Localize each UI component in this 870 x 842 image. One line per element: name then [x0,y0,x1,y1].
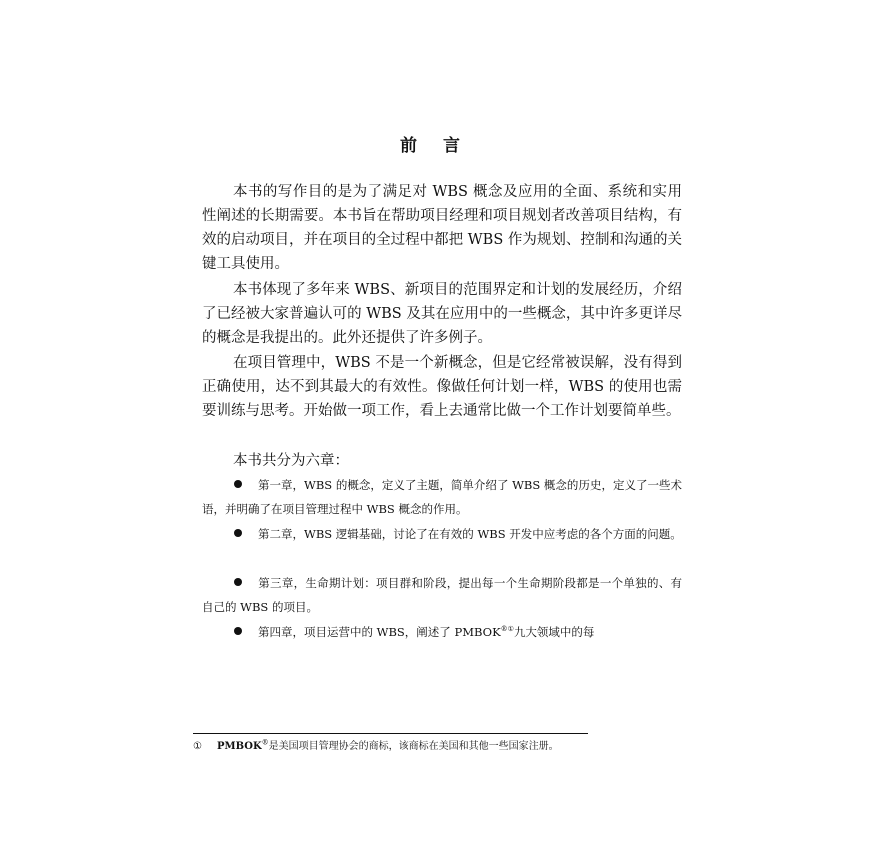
bullet-chapter-2 [202,522,682,546]
footnote-registered-mark: ® [261,738,269,747]
footnote-text: 是美国项目管理协会的商标，该商标在美国和其他一些国家注册。 [268,741,559,752]
footnote-divider [193,733,588,734]
paragraph-chapters-intro: 本书共分为六章： [233,453,349,469]
bullet-chapter-1 [202,473,682,521]
bullet-dot-icon [234,480,242,488]
bullet-dot-icon [234,578,242,586]
paragraph-history: 本书体现了多年来 WBS、新项目的范围界定和计划的发展经历，介绍了已经被大家普遍认可的 WBS 及其在应用中的一些概念，其中许多更详尽的概念是我提出的。此外还提供了许多例子。 [202,282,682,346]
bullet-text: 第二章，WBS 逻辑基础，讨论了在有效的 WBS 开发中应考虑的各个方面的问题。 [258,527,682,541]
bullet-dot-icon [234,529,242,537]
footnote-brand: PMBOK [217,741,262,752]
bullet-dot-icon [234,627,242,635]
footnote-marker: ① [193,741,202,752]
bullet-text-continued: 九大领域中的每 [513,625,595,639]
paragraph-purpose: 本书的写作目的是为了满足对 WBS 概念及应用的全面、系统和实用性阐述的长期需要。本书旨在帮助项目经理和项目规划者改善项目结构，有效的启动项目，并在项目的全过程中都把 WBS 作为规划、控制和沟通的关键工具使用。 [202,184,682,272]
bullet-chapter-4 [202,620,682,644]
footnote [193,740,673,754]
bullet-text: 第三章，生命期计划：项目群和阶段，提出每一个生命期阶段都是一个单独的、有自己的 WBS 的项目。 [202,576,682,614]
bullet-text: 第四章，项目运营中的 WBS，阐述了 PMBOK [258,625,501,639]
bullet-text: 第一章，WBS 的概念，定义了主题，简单介绍了 WBS 概念的历史，定义了一些术语，并明确了在项目管理过程中 WBS 概念的作用。 [202,478,682,516]
trademark-footnote-ref: ®① [500,625,514,634]
paragraph-wbs-misunderstood: 在项目管理中，WBS 不是一个新概念，但是它经常被误解，没有得到正确使用，达不到其最大的有效性。像做任何计划一样，WBS 的使用也需要训练与思考。开始做一项工作，看上去通常比做一个工作计划要简单些。 [202,355,682,419]
page-title: 前 言 [400,136,470,156]
bullet-chapter-3 [202,571,682,619]
